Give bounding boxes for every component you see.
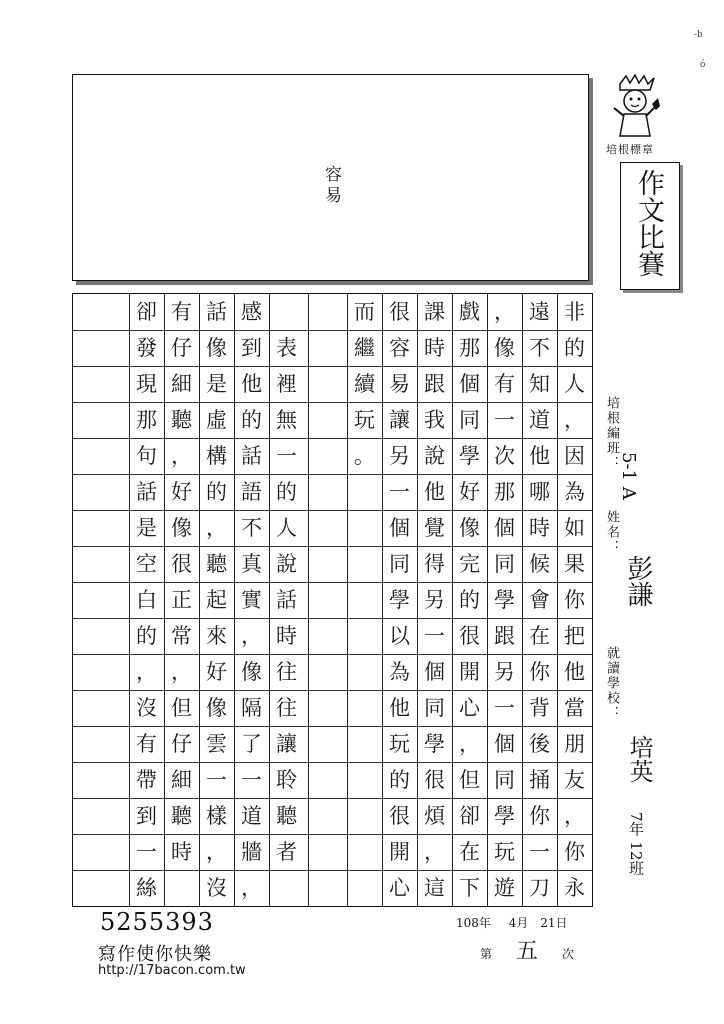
grid-character: 往 — [276, 660, 297, 684]
grid-row-line — [73, 582, 592, 583]
grid-character: 到 — [136, 804, 157, 828]
grid-character: 這 — [424, 876, 445, 900]
grid-character: 同 — [459, 408, 480, 432]
grid-character: 像 — [206, 696, 227, 720]
grid-character: ， — [459, 732, 480, 756]
class-label: 培根編班： — [604, 396, 619, 471]
grid-character: ， — [564, 804, 585, 828]
grid-character: 白 — [136, 588, 157, 612]
grid-row-line — [73, 618, 592, 619]
grid-character: 的 — [206, 480, 227, 504]
grid-character: 當 — [564, 696, 585, 720]
grid-character: 現 — [136, 372, 157, 396]
grid-character: 很 — [389, 804, 410, 828]
grid-character: 跟 — [494, 624, 515, 648]
grid-character: 說 — [276, 552, 297, 576]
grid-character: 話 — [276, 588, 297, 612]
grid-character: 的 — [136, 624, 157, 648]
grid-character: 空 — [136, 552, 157, 576]
grid-character: 刀 — [529, 876, 550, 900]
grid-character: 完 — [459, 552, 480, 576]
grid-character: 學 — [424, 732, 445, 756]
grid-row-line — [73, 834, 592, 835]
grid-character: 但 — [171, 696, 192, 720]
grid-character: 一 — [424, 624, 445, 648]
grid-character: 。 — [354, 444, 375, 468]
grid-character: 在 — [529, 624, 550, 648]
contest-label: 作文比賽 — [633, 169, 664, 277]
grid-character: 者 — [276, 840, 297, 864]
grid-character: 朋 — [564, 732, 585, 756]
grid-character: 而 — [354, 300, 375, 324]
grid-character: ， — [206, 516, 227, 540]
grid-row-line — [73, 726, 592, 727]
grid-character: 構 — [206, 444, 227, 468]
grid-character: 學 — [389, 588, 410, 612]
grid-character: 一 — [241, 768, 262, 792]
grid-character: 很 — [424, 768, 445, 792]
name-label: 姓名： — [604, 510, 619, 555]
grid-character: 有 — [136, 732, 157, 756]
grid-character: ， — [241, 876, 262, 900]
grid-character: 像 — [459, 516, 480, 540]
grid-character: 另 — [424, 588, 445, 612]
grid-character: 一 — [136, 840, 157, 864]
grid-character: 起 — [206, 588, 227, 612]
grid-character: 正 — [171, 588, 192, 612]
grid-character: 同 — [389, 552, 410, 576]
grid-character: 細 — [171, 768, 192, 792]
round-prefix: 第 — [480, 947, 493, 961]
grid-character: 玩 — [494, 840, 515, 864]
student-name: 彭謙 — [623, 555, 653, 607]
corner-mark: -b — [694, 30, 703, 40]
grid-character: 是 — [136, 516, 157, 540]
date-month: 4 — [508, 916, 517, 930]
grid-character: 的 — [276, 480, 297, 504]
grid-row-line — [73, 870, 592, 871]
grid-character: 的 — [459, 588, 480, 612]
date-day: 21 — [540, 916, 556, 930]
grid-character: 聽 — [206, 552, 227, 576]
grid-character: 仔 — [171, 336, 192, 360]
grid-character: 學 — [494, 804, 515, 828]
grid-character: 人 — [564, 372, 585, 396]
grid-character: 學 — [494, 588, 515, 612]
grid-character: 我 — [424, 408, 445, 432]
grid-character: 如 — [564, 516, 585, 540]
footer-slogan: 寫作使你快樂 — [98, 944, 212, 965]
grid-character: 以 — [389, 624, 410, 648]
grid-character: 那 — [136, 408, 157, 432]
grid-character: 會 — [529, 588, 550, 612]
grid-character: 有 — [171, 300, 192, 324]
grid-character: 時 — [424, 336, 445, 360]
grid-character: 聽 — [276, 804, 297, 828]
grid-character: 同 — [494, 552, 515, 576]
grid-character: 仔 — [171, 732, 192, 756]
grid-character: 心 — [459, 696, 480, 720]
grid-character: 覺 — [424, 516, 445, 540]
submission-date — [456, 914, 568, 931]
grid-character: 為 — [389, 660, 410, 684]
grid-character: 不 — [241, 516, 262, 540]
grid-row-line — [73, 474, 592, 475]
grid-character: 感 — [241, 300, 262, 324]
grid-character: 易 — [389, 372, 410, 396]
grid-row-line — [73, 690, 592, 691]
grid-character: 跟 — [424, 372, 445, 396]
bacon-mascot-stamp — [606, 74, 664, 146]
grid-character: 實 — [241, 588, 262, 612]
grid-character: 話 — [241, 444, 262, 468]
grid-character: 樣 — [206, 804, 227, 828]
grid-character: 道 — [241, 804, 262, 828]
grid-character: 好 — [459, 480, 480, 504]
grid-character: 沒 — [136, 696, 157, 720]
grid-character: 來 — [206, 624, 227, 648]
round-value: 五 — [516, 939, 539, 964]
grid-character: 開 — [389, 840, 410, 864]
grid-character: 細 — [171, 372, 192, 396]
grid-character: 捅 — [529, 768, 550, 792]
grid-character: 候 — [529, 552, 550, 576]
grid-character: 他 — [241, 372, 262, 396]
grid-character: 因 — [564, 444, 585, 468]
grid-character: ， — [494, 300, 515, 324]
grid-character: 聽 — [171, 408, 192, 432]
grid-character: 的 — [241, 408, 262, 432]
grid-character: 把 — [564, 624, 585, 648]
grid-character: 很 — [389, 300, 410, 324]
grid-character: 你 — [564, 588, 585, 612]
grid-character: 很 — [171, 552, 192, 576]
grid-character: 學 — [459, 444, 480, 468]
date-year: 108 — [456, 916, 479, 930]
grid-character: 沒 — [206, 876, 227, 900]
grade-class: 7年 12班 — [627, 812, 645, 876]
grid-character: 後 — [529, 732, 550, 756]
grid-row-line — [73, 798, 592, 799]
grid-character: 課 — [424, 300, 445, 324]
grid-character: 表 — [276, 336, 297, 360]
grid-character: 哪 — [529, 480, 550, 504]
day-unit: 日 — [555, 916, 568, 930]
grid-character: 有 — [494, 372, 515, 396]
school-label: 就讀學校： — [604, 646, 619, 721]
grid-character: 續 — [354, 372, 375, 396]
grid-character: 道 — [529, 408, 550, 432]
manuscript-grid — [72, 293, 593, 907]
grid-character: 是 — [206, 372, 227, 396]
grid-character: 一 — [529, 840, 550, 864]
grid-character: 很 — [459, 624, 480, 648]
grid-character: 玩 — [389, 732, 410, 756]
grid-character: 真 — [241, 552, 262, 576]
grid-character: 牆 — [241, 840, 262, 864]
grid-character: 繼 — [354, 336, 375, 360]
grid-character: 人 — [276, 516, 297, 540]
grid-character: 卻 — [459, 804, 480, 828]
grid-character: 下 — [459, 876, 480, 900]
grid-character: 語 — [241, 480, 262, 504]
grid-character: 個 — [424, 660, 445, 684]
grid-character: 話 — [206, 300, 227, 324]
grid-character: 那 — [459, 336, 480, 360]
grid-character: 聆 — [276, 768, 297, 792]
grid-character: 個 — [459, 372, 480, 396]
grid-character: ， — [136, 660, 157, 684]
grid-character: 到 — [241, 336, 262, 360]
grid-character: 個 — [389, 516, 410, 540]
grid-character: 時 — [171, 840, 192, 864]
month-unit: 月 — [516, 916, 529, 930]
grid-character: 讓 — [389, 408, 410, 432]
grid-character: 裡 — [276, 372, 297, 396]
grid-character: 那 — [494, 480, 515, 504]
grid-character: 說 — [424, 444, 445, 468]
grid-character: 一 — [206, 768, 227, 792]
grid-character: 非 — [564, 300, 585, 324]
grid-character: 個 — [494, 516, 515, 540]
grid-character: 的 — [389, 768, 410, 792]
grid-character: 常 — [171, 624, 192, 648]
grid-row-line — [73, 762, 592, 763]
grid-character: 另 — [389, 444, 410, 468]
grid-character: 帶 — [136, 768, 157, 792]
grid-character: 時 — [276, 624, 297, 648]
round-number — [480, 934, 574, 965]
grid-character: 背 — [529, 696, 550, 720]
grid-character: ， — [241, 624, 262, 648]
stamp-caption: 培根標章 — [606, 143, 654, 156]
grid-row-line — [73, 438, 592, 439]
grid-character: 一 — [389, 480, 410, 504]
grid-character: 開 — [459, 660, 480, 684]
grid-character: 友 — [564, 768, 585, 792]
grid-character: 永 — [564, 876, 585, 900]
round-suffix: 次 — [562, 947, 575, 961]
grid-character: 遊 — [494, 876, 515, 900]
grid-character: 時 — [529, 516, 550, 540]
grid-character: 為 — [564, 480, 585, 504]
grid-character: 果 — [564, 552, 585, 576]
grid-character: 他 — [529, 444, 550, 468]
grid-character: 好 — [171, 480, 192, 504]
year-unit: 年 — [478, 916, 491, 930]
grid-character: 卻 — [136, 300, 157, 324]
grid-character: ， — [171, 444, 192, 468]
grid-character: 你 — [529, 660, 550, 684]
contest-label-box — [620, 162, 680, 290]
school-name: 培英 — [625, 735, 653, 783]
grid-character: 你 — [529, 804, 550, 828]
grid-character: 他 — [564, 660, 585, 684]
grid-row-line — [73, 546, 592, 547]
grid-character: ， — [564, 408, 585, 432]
grid-character: 次 — [494, 444, 515, 468]
grid-character: ， — [171, 660, 192, 684]
grid-character: 他 — [389, 696, 410, 720]
grid-row-line — [73, 654, 592, 655]
grid-character: 得 — [424, 552, 445, 576]
grid-character: 在 — [459, 840, 480, 864]
grid-character: 讓 — [276, 732, 297, 756]
grid-character: 絲 — [136, 876, 157, 900]
grid-character: 往 — [276, 696, 297, 720]
corner-mark: ó — [700, 60, 706, 70]
grid-character: ， — [424, 840, 445, 864]
grid-character: 虛 — [206, 408, 227, 432]
grid-character: 好 — [206, 660, 227, 684]
grid-character: 話 — [136, 480, 157, 504]
grid-character: 不 — [529, 336, 550, 360]
grid-character: 戲 — [459, 300, 480, 324]
grid-character: 容 — [389, 336, 410, 360]
grid-character: 隔 — [241, 696, 262, 720]
title-box — [72, 74, 589, 281]
footer-url: http://17bacon.com.tw — [98, 963, 246, 978]
grid-character: 的 — [564, 336, 585, 360]
grid-row-line — [73, 366, 592, 367]
grid-character: 一 — [494, 696, 515, 720]
grid-character: 聽 — [171, 804, 192, 828]
grid-character: 另 — [494, 660, 515, 684]
grid-character: 同 — [494, 768, 515, 792]
essay-title: 容易 — [321, 165, 341, 207]
grid-character: ， — [206, 840, 227, 864]
grid-character: 像 — [171, 516, 192, 540]
grid-character: 你 — [564, 840, 585, 864]
grid-character: 發 — [136, 336, 157, 360]
grid-character: 像 — [494, 336, 515, 360]
grid-character: 雲 — [206, 732, 227, 756]
grid-row-line — [73, 510, 592, 511]
grid-character: 知 — [529, 372, 550, 396]
grid-character: 煩 — [424, 804, 445, 828]
mascot-icon — [606, 74, 664, 142]
grid-character: 了 — [241, 732, 262, 756]
grid-character: 同 — [424, 696, 445, 720]
grid-character: 句 — [136, 444, 157, 468]
grid-character: 但 — [459, 768, 480, 792]
grid-character: 玩 — [354, 408, 375, 432]
grid-row-line — [73, 330, 592, 331]
grid-character: 遠 — [529, 300, 550, 324]
grid-character: 無 — [276, 408, 297, 432]
grid-character: 個 — [494, 732, 515, 756]
grid-character: 一 — [494, 408, 515, 432]
class-value: 5-1 A — [618, 452, 639, 500]
grid-row-line — [73, 402, 592, 403]
grid-character: 像 — [241, 660, 262, 684]
grid-character: 他 — [424, 480, 445, 504]
grid-character: 一 — [276, 444, 297, 468]
document-id: 5255393 — [100, 908, 214, 936]
grid-character: 心 — [389, 876, 410, 900]
grid-character: 像 — [206, 336, 227, 360]
